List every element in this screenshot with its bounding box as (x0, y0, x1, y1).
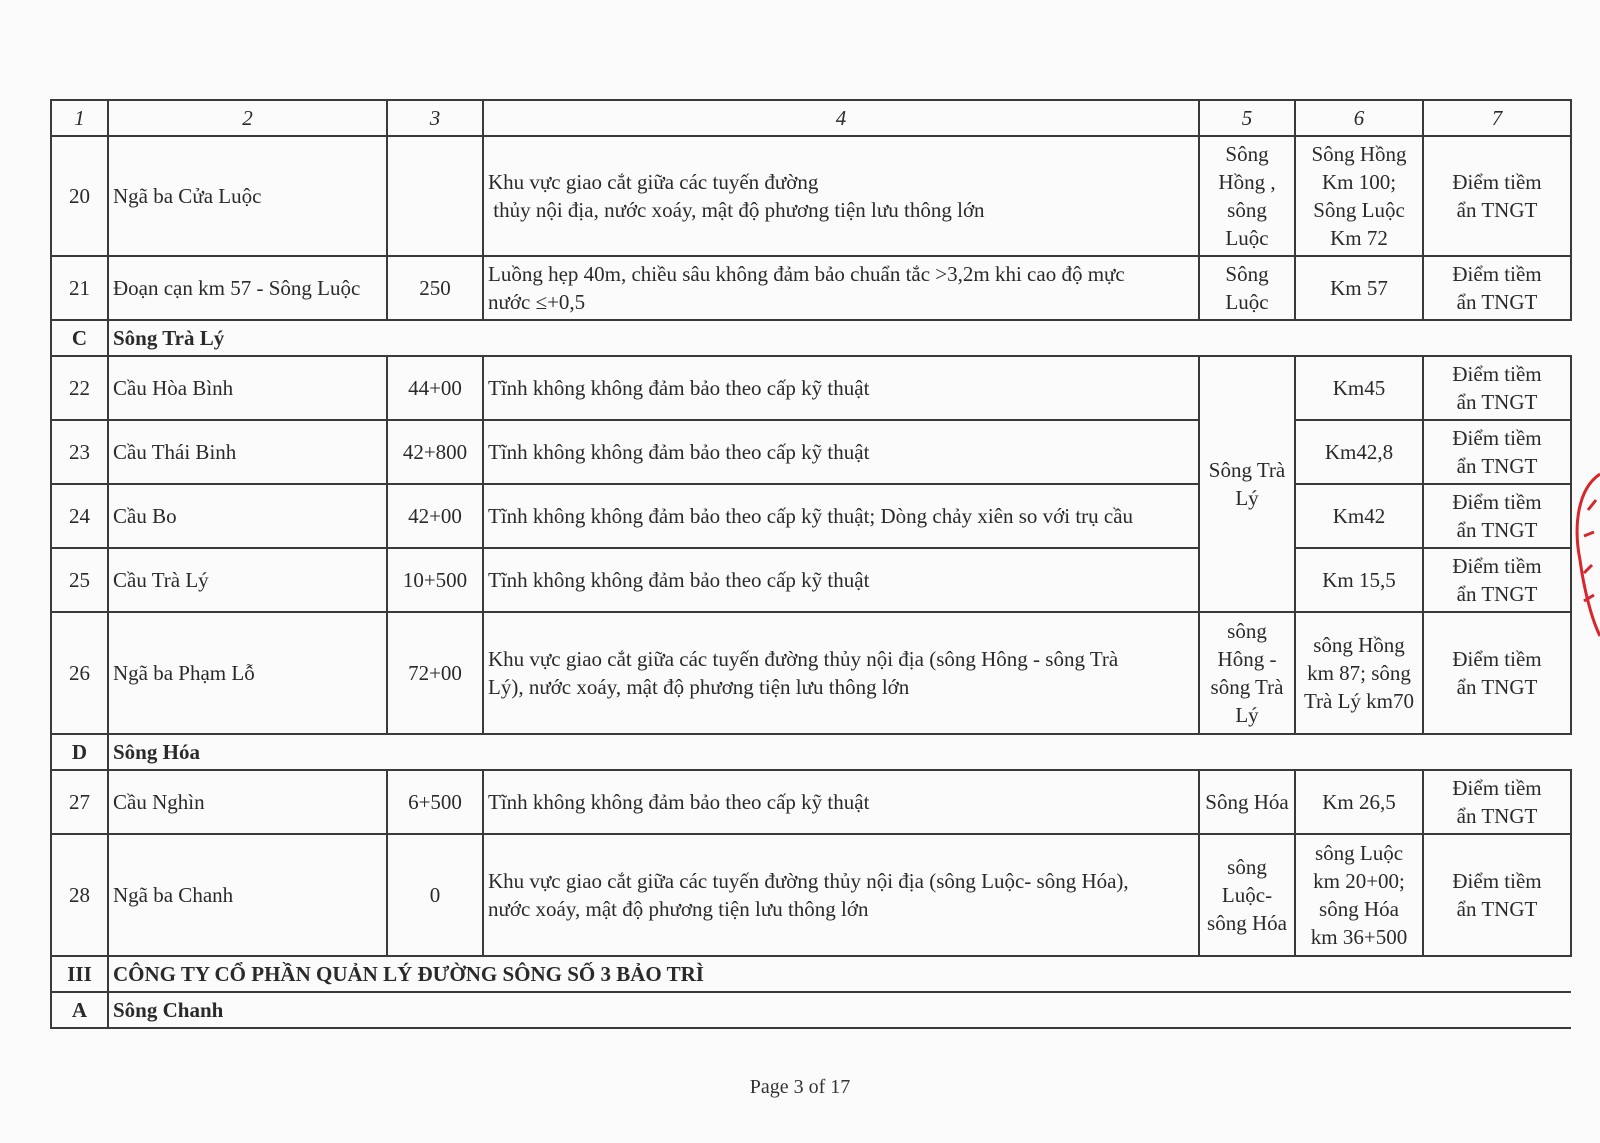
table-row (51, 484, 1571, 548)
section-row (51, 992, 1571, 1028)
row-number: 27 (51, 770, 108, 834)
table-row (51, 356, 1571, 420)
row-river: Sông Hồng , sông Luộc (1199, 136, 1295, 256)
table-row (51, 834, 1571, 956)
row-river: Sông Luộc (1199, 256, 1295, 320)
row-description: Tĩnh không không đảm bảo theo cấp kỹ thuật (483, 770, 1199, 834)
col-header-5: 5 (1199, 100, 1295, 136)
red-seal-fragment (1566, 470, 1600, 640)
row-name: Đoạn cạn km 57 - Sông Luộc (108, 256, 387, 320)
row-location: Sông Hồng Km 100; Sông Luộc Km 72 (1295, 136, 1423, 256)
row-name: Ngã ba Chanh (108, 834, 387, 956)
section-title: Sông Chanh (108, 992, 1571, 1028)
row-name: Cầu Hòa Bình (108, 356, 387, 420)
section-code: C (51, 320, 108, 356)
row-name: Ngã ba Cửa Luộc (108, 136, 387, 256)
row-type: Điểm tiềm ẩn TNGT (1423, 356, 1571, 420)
section-code: A (51, 992, 108, 1028)
table-row (51, 548, 1571, 612)
row-type: Điểm tiềm ẩn TNGT (1423, 136, 1571, 256)
row-km: 42+800 (387, 420, 483, 484)
page-number: Page 3 of 17 (749, 1076, 851, 1098)
section-title: Sông Hóa (108, 734, 1571, 770)
row-description: Tĩnh không không đảm bảo theo cấp kỹ thuật (483, 548, 1199, 612)
row-number: 22 (51, 356, 108, 420)
row-name: Cầu Nghìn (108, 770, 387, 834)
row-km (387, 136, 483, 256)
table-row (51, 612, 1571, 734)
row-km: 44+00 (387, 356, 483, 420)
row-type: Điểm tiềm ẩn TNGT (1423, 612, 1571, 734)
row-location: Km 57 (1295, 256, 1423, 320)
row-km: 42+00 (387, 484, 483, 548)
row-river-merged: Sông Trà Lý (1199, 356, 1295, 612)
table-row (51, 420, 1571, 484)
col-header-7: 7 (1423, 100, 1571, 136)
row-name: Cầu Thái Binh (108, 420, 387, 484)
table-row (51, 256, 1571, 320)
row-km: 72+00 (387, 612, 483, 734)
row-type: Điểm tiềm ẩn TNGT (1423, 484, 1571, 548)
row-location: Km 26,5 (1295, 770, 1423, 834)
row-type: Điểm tiềm ẩn TNGT (1423, 256, 1571, 320)
table-row (51, 770, 1571, 834)
row-type: Điểm tiềm ẩn TNGT (1423, 770, 1571, 834)
row-description: Tĩnh không không đảm bảo theo cấp kỹ thuật (483, 420, 1199, 484)
col-header-3: 3 (387, 100, 483, 136)
row-location: sông Hồng km 87; sông Trà Lý km70 (1295, 612, 1423, 734)
row-number: 24 (51, 484, 108, 548)
row-type: Điểm tiềm ẩn TNGT (1423, 548, 1571, 612)
row-number: 25 (51, 548, 108, 612)
row-number: 26 (51, 612, 108, 734)
row-location: Km 15,5 (1295, 548, 1423, 612)
table-row (51, 136, 1571, 256)
col-header-6: 6 (1295, 100, 1423, 136)
row-km: 0 (387, 834, 483, 956)
column-number-row (51, 100, 1571, 136)
row-description: Khu vực giao cắt giữa các tuyến đường thủy nội địa (sông Luộc- sông Hóa), nước xoáy, mật độ phương tiện lưu thông lớn (483, 834, 1199, 956)
row-number: 28 (51, 834, 108, 956)
section-code: D (51, 734, 108, 770)
row-description: Khu vực giao cắt giữa các tuyến đường thủy nội địa, nước xoáy, mật độ phương tiện lưu thông lớn (483, 136, 1199, 256)
col-header-1: 1 (51, 100, 108, 136)
row-location: Km42 (1295, 484, 1423, 548)
col-header-2: 2 (108, 100, 387, 136)
row-km: 250 (387, 256, 483, 320)
row-description: Tĩnh không không đảm bảo theo cấp kỹ thuật; Dòng chảy xiên so với trụ cầu (483, 484, 1199, 548)
col-header-4: 4 (483, 100, 1199, 136)
section-row (51, 734, 1571, 770)
row-river: Sông Hóa (1199, 770, 1295, 834)
row-name: Cầu Trà Lý (108, 548, 387, 612)
row-number: 23 (51, 420, 108, 484)
row-type: Điểm tiềm ẩn TNGT (1423, 834, 1571, 956)
row-name: Cầu Bo (108, 484, 387, 548)
row-description: Luồng hẹp 40m, chiều sâu không đảm bảo chuẩn tắc >3,2m khi cao độ mực nước ≤+0,5 (483, 256, 1199, 320)
row-number: 21 (51, 256, 108, 320)
row-name: Ngã ba Phạm Lỗ (108, 612, 387, 734)
row-type: Điểm tiềm ẩn TNGT (1423, 420, 1571, 484)
section-title: CÔNG TY CỔ PHẦN QUẢN LÝ ĐƯỜNG SÔNG SỐ 3 BẢO TRÌ (108, 956, 1571, 992)
row-description: Khu vực giao cắt giữa các tuyến đường thủy nội địa (sông Hông - sông Trà Lý), nước xoáy, mật độ phương tiện lưu thông lớn (483, 612, 1199, 734)
row-location: Km42,8 (1295, 420, 1423, 484)
row-river: sông Luộc- sông Hóa (1199, 834, 1295, 956)
row-description: Tĩnh không không đảm bảo theo cấp kỹ thuật (483, 356, 1199, 420)
row-number: 20 (51, 136, 108, 256)
section-code: III (51, 956, 108, 992)
hazard-points-table (50, 99, 1572, 1029)
section-title: Sông Trà Lý (108, 320, 1571, 356)
section-row (51, 956, 1571, 992)
row-river: sông Hông - sông Trà Lý (1199, 612, 1295, 734)
row-km: 6+500 (387, 770, 483, 834)
row-km: 10+500 (387, 548, 483, 612)
section-row (51, 320, 1571, 356)
row-location: Km45 (1295, 356, 1423, 420)
row-location: sông Luộc km 20+00; sông Hóa km 36+500 (1295, 834, 1423, 956)
